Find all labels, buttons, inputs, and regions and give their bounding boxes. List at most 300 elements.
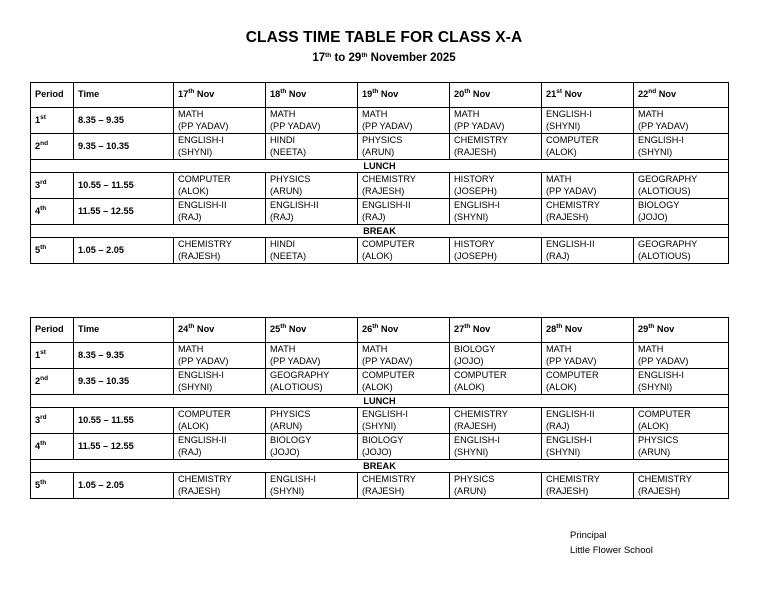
period-cell (31, 199, 74, 225)
time-cell: 10.55 – 11.55 (74, 173, 174, 199)
subject-name: MATH (270, 109, 296, 119)
table-row (31, 408, 729, 434)
teacher-name: (RAJ) (178, 211, 202, 222)
subject-cell (174, 408, 266, 434)
subject-cell (542, 108, 634, 134)
column-header-day (450, 318, 542, 343)
subject-cell (450, 199, 542, 225)
timetable-week-1 (30, 82, 729, 264)
period-cell (31, 238, 74, 264)
teacher-name: (PP YADAV) (546, 185, 597, 196)
subject-name: MATH (546, 174, 572, 184)
header-row (31, 318, 729, 343)
column-header-day (174, 83, 266, 108)
subject-cell (174, 238, 266, 264)
column-header-day (266, 318, 358, 343)
subject-cell (174, 134, 266, 160)
subject-name: ENGLISH-I (454, 435, 500, 445)
subject-cell (542, 343, 634, 369)
period-suffix: th (40, 204, 47, 212)
subject-cell (542, 134, 634, 160)
table-row (31, 343, 729, 369)
subject-cell (634, 199, 729, 225)
subject-name: PHYSICS (454, 474, 495, 484)
subject-cell (450, 238, 542, 264)
timetable-week-2 (30, 317, 729, 499)
period-suffix: rd (40, 178, 47, 186)
teacher-name: (SHYNI) (454, 211, 489, 222)
teacher-name: (RAJ) (362, 211, 386, 222)
day-number: 21 (546, 89, 557, 100)
teacher-name: (PP YADAV) (270, 120, 321, 131)
day-suffix: th (372, 88, 379, 96)
day-month: Nov (194, 324, 215, 335)
teacher-name: (RAJ) (546, 420, 570, 431)
day-month: Nov (286, 89, 307, 100)
separator-label: LUNCH (31, 395, 729, 408)
column-header-period: Period (31, 318, 74, 343)
subject-cell (358, 343, 450, 369)
subject-cell (634, 369, 729, 395)
subject-name: CHEMISTRY (362, 174, 416, 184)
column-header-period: Period (31, 83, 74, 108)
subject-cell (266, 434, 358, 460)
teacher-name: (ARUN) (362, 146, 395, 157)
table-row (31, 238, 729, 264)
subject-cell (358, 369, 450, 395)
teacher-name: (JOJO) (270, 446, 300, 457)
teacher-name: (JOSEPH) (454, 250, 497, 261)
subject-cell (450, 473, 542, 499)
subject-cell (450, 369, 542, 395)
subject-name: COMPUTER (362, 239, 415, 249)
teacher-name: (JOSEPH) (454, 185, 497, 196)
teacher-name: (ALOK) (638, 420, 669, 431)
day-suffix: th (280, 323, 287, 331)
subject-cell (266, 199, 358, 225)
subject-name: HINDI (270, 135, 296, 145)
teacher-name: (SHYNI) (638, 146, 673, 157)
teacher-name: (JOJO) (454, 355, 484, 366)
subject-cell (542, 238, 634, 264)
subject-cell (174, 473, 266, 499)
subject-cell (542, 434, 634, 460)
subject-name: ENGLISH-II (270, 200, 319, 210)
period-cell (31, 473, 74, 499)
subject-cell (358, 173, 450, 199)
subject-name: BIOLOGY (638, 200, 680, 210)
subject-name: ENGLISH-II (362, 200, 411, 210)
day-number: 17 (178, 89, 189, 100)
subject-name: COMPUTER (546, 370, 599, 380)
teacher-name: (ALOTIOUS) (638, 250, 691, 261)
subject-name: ENGLISH-I (362, 409, 408, 419)
day-suffix: th (556, 323, 563, 331)
teacher-name: (ALOK) (546, 381, 577, 392)
day-number: 19 (362, 89, 373, 100)
day-month: Nov (378, 89, 399, 100)
column-header-day (358, 318, 450, 343)
subject-cell (266, 238, 358, 264)
subject-name: ENGLISH-II (178, 200, 227, 210)
column-header-time: Time (74, 83, 174, 108)
subject-name: PHYSICS (270, 409, 311, 419)
day-number: 25 (270, 324, 281, 335)
period-number: 3 (35, 414, 41, 425)
subject-cell (266, 108, 358, 134)
period-suffix: th (40, 478, 47, 486)
teacher-name: (ALOK) (362, 381, 393, 392)
day-month: Nov (562, 89, 582, 100)
teacher-name: (RAJESH) (546, 485, 589, 496)
separator-label: BREAK (31, 225, 729, 238)
subtitle-end-suffix: th (361, 52, 368, 59)
table-row (31, 434, 729, 460)
subject-name: ENGLISH-I (178, 135, 224, 145)
subject-name: CHEMISTRY (362, 474, 416, 484)
time-cell: 11.55 – 12.55 (74, 199, 174, 225)
separator-label: BREAK (31, 460, 729, 473)
period-suffix: nd (40, 374, 49, 382)
time-cell: 8.35 – 9.35 (74, 108, 174, 134)
subtitle-start-suffix: th (325, 52, 332, 59)
teacher-name: (RAJESH) (454, 420, 497, 431)
day-number: 27 (454, 324, 465, 335)
subject-cell (450, 343, 542, 369)
teacher-name: (RAJ) (270, 211, 294, 222)
subject-name: ENGLISH-I (178, 370, 224, 380)
period-suffix: th (40, 243, 47, 251)
teacher-name: (SHYNI) (546, 120, 581, 131)
subject-name: ENGLISH-I (454, 200, 500, 210)
subject-cell (450, 408, 542, 434)
column-header-day (174, 318, 266, 343)
subject-name: MATH (178, 109, 204, 119)
subject-cell (174, 434, 266, 460)
column-header-day (542, 83, 634, 108)
subject-cell (634, 173, 729, 199)
period-suffix: th (40, 439, 47, 447)
teacher-name: (RAJESH) (546, 211, 589, 222)
subject-name: BIOLOGY (270, 435, 312, 445)
day-month: Nov (470, 324, 491, 335)
subject-name: MATH (546, 344, 572, 354)
teacher-name: (PP YADAV) (178, 120, 229, 131)
teacher-name: (SHYNI) (270, 485, 305, 496)
day-month: Nov (654, 324, 675, 335)
period-number: 4 (35, 205, 41, 216)
teacher-name: (JOJO) (362, 446, 392, 457)
teacher-name: (PP YADAV) (638, 355, 689, 366)
subject-name: PHYSICS (362, 135, 403, 145)
table-row (31, 134, 729, 160)
column-header-day (634, 318, 729, 343)
table-row (31, 369, 729, 395)
subject-cell (634, 434, 729, 460)
subject-cell (266, 473, 358, 499)
period-number: 3 (35, 179, 41, 190)
subject-cell (634, 134, 729, 160)
teacher-name: (PP YADAV) (638, 120, 689, 131)
period-suffix: nd (40, 139, 49, 147)
teacher-name: (ALOTIOUS) (270, 381, 323, 392)
subject-cell (358, 408, 450, 434)
subject-name: ENGLISH-I (638, 135, 684, 145)
day-number: 22 (638, 89, 649, 100)
column-header-day (358, 83, 450, 108)
page-title: CLASS TIME TABLE FOR CLASS X-A (245, 29, 523, 46)
period-suffix: st (40, 348, 46, 356)
subject-name: GEOGRAPHY (270, 370, 330, 380)
subject-name: ENGLISH-I (638, 370, 684, 380)
subject-name: MATH (638, 109, 664, 119)
teacher-name: (ALOK) (362, 250, 393, 261)
subject-name: MATH (178, 344, 204, 354)
time-cell: 1.05 – 2.05 (74, 473, 174, 499)
period-number: 5 (35, 479, 41, 490)
subject-cell (542, 369, 634, 395)
subject-cell (266, 408, 358, 434)
separator-row (31, 395, 729, 408)
subject-name: ENGLISH-II (546, 409, 595, 419)
day-number: 20 (454, 89, 465, 100)
teacher-name: (ARUN) (454, 485, 487, 496)
subject-name: PHYSICS (638, 435, 679, 445)
day-suffix: th (188, 323, 195, 331)
teacher-name: (ALOK) (178, 420, 209, 431)
period-number: 1 (35, 114, 41, 125)
teacher-name: (RAJESH) (178, 250, 221, 261)
subject-name: MATH (454, 109, 480, 119)
day-month: Nov (562, 324, 583, 335)
teacher-name: (ALOK) (546, 146, 577, 157)
period-cell (31, 108, 74, 134)
subject-name: GEOGRAPHY (638, 239, 698, 249)
teacher-name: (ARUN) (270, 420, 303, 431)
subject-name: ENGLISH-II (546, 239, 595, 249)
subject-name: HINDI (270, 239, 296, 249)
subject-name: MATH (362, 109, 388, 119)
day-number: 28 (546, 324, 557, 335)
teacher-name: (ALOK) (178, 185, 209, 196)
subject-cell (634, 238, 729, 264)
period-number: 2 (35, 375, 41, 386)
teacher-name: (SHYNI) (546, 446, 581, 457)
column-header-day (542, 318, 634, 343)
separator-row (31, 460, 729, 473)
day-suffix: th (280, 88, 287, 96)
day-suffix: th (464, 88, 471, 96)
period-number: 1 (35, 349, 41, 360)
time-cell: 9.35 – 10.35 (74, 134, 174, 160)
teacher-name: (ARUN) (638, 446, 671, 457)
subject-name: ENGLISH-I (546, 109, 592, 119)
subject-cell (174, 369, 266, 395)
teacher-name: (ARUN) (270, 185, 303, 196)
subject-name: HISTORY (454, 239, 495, 249)
teacher-name: (PP YADAV) (178, 355, 229, 366)
separator-row (31, 225, 729, 238)
period-cell (31, 408, 74, 434)
table-row (31, 473, 729, 499)
subject-cell (450, 134, 542, 160)
day-month: Nov (656, 89, 677, 100)
day-month: Nov (378, 324, 399, 335)
teacher-name: (RAJ) (178, 446, 202, 457)
subject-cell (358, 134, 450, 160)
subject-name: CHEMISTRY (546, 200, 600, 210)
subject-cell (266, 343, 358, 369)
day-suffix: th (188, 88, 195, 96)
teacher-name: (SHYNI) (178, 146, 213, 157)
subject-name: CHEMISTRY (546, 474, 600, 484)
separator-row (31, 160, 729, 173)
teacher-name: (SHYNI) (178, 381, 213, 392)
subject-cell (542, 473, 634, 499)
subject-name: COMPUTER (178, 409, 231, 419)
subject-name: MATH (638, 344, 664, 354)
teacher-name: (RAJESH) (638, 485, 681, 496)
subject-cell (450, 108, 542, 134)
subject-cell (174, 173, 266, 199)
subject-cell (358, 108, 450, 134)
teacher-name: (SHYNI) (638, 381, 673, 392)
subject-cell (174, 199, 266, 225)
subject-name: BIOLOGY (362, 435, 404, 445)
separator-label: LUNCH (31, 160, 729, 173)
day-month: Nov (194, 89, 215, 100)
subtitle-start-day: 17 (312, 52, 326, 64)
teacher-name: (RAJESH) (362, 185, 405, 196)
teacher-name: (ALOK) (454, 381, 485, 392)
teacher-name: (NEETA) (270, 146, 307, 157)
day-suffix: nd (648, 88, 657, 96)
date-range-subtitle (0, 52, 768, 64)
subject-name: CHEMISTRY (178, 239, 232, 249)
subject-name: CHEMISTRY (454, 409, 508, 419)
day-suffix: st (556, 88, 563, 96)
day-suffix: th (464, 323, 471, 331)
subject-name: HISTORY (454, 174, 495, 184)
subject-cell (358, 473, 450, 499)
teacher-name: (RAJESH) (178, 485, 221, 496)
period-cell (31, 343, 74, 369)
subject-cell (266, 173, 358, 199)
subject-name: CHEMISTRY (454, 135, 508, 145)
period-suffix: rd (40, 413, 47, 421)
day-number: 24 (178, 324, 189, 335)
subject-cell (450, 173, 542, 199)
subject-cell (174, 343, 266, 369)
subject-cell (542, 173, 634, 199)
time-cell: 11.55 – 12.55 (74, 434, 174, 460)
teacher-name: (RAJ) (546, 250, 570, 261)
teacher-name: (NEETA) (270, 250, 307, 261)
column-header-day (450, 83, 542, 108)
subject-cell (358, 238, 450, 264)
subject-cell (266, 134, 358, 160)
day-suffix: th (648, 323, 655, 331)
teacher-name: (JOJO) (638, 211, 668, 222)
subject-name: COMPUTER (546, 135, 599, 145)
subject-name: ENGLISH-I (546, 435, 592, 445)
subject-name: MATH (270, 344, 296, 354)
day-month: Nov (286, 324, 307, 335)
subject-name: CHEMISTRY (178, 474, 232, 484)
teacher-name: (ALOTIOUS) (638, 185, 691, 196)
day-suffix: th (372, 323, 379, 331)
day-number: 29 (638, 324, 649, 335)
subject-name: GEOGRAPHY (638, 174, 698, 184)
period-cell (31, 173, 74, 199)
subject-name: ENGLISH-I (270, 474, 316, 484)
teacher-name: (SHYNI) (454, 446, 489, 457)
period-number: 4 (35, 440, 41, 451)
teacher-name: (SHYNI) (362, 420, 397, 431)
teacher-name: (PP YADAV) (546, 355, 597, 366)
subject-cell (634, 473, 729, 499)
subject-name: BIOLOGY (454, 344, 496, 354)
period-cell (31, 369, 74, 395)
subject-cell (542, 199, 634, 225)
time-cell: 1.05 – 2.05 (74, 238, 174, 264)
subject-name: PHYSICS (270, 174, 311, 184)
period-number: 2 (35, 140, 41, 151)
table-row (31, 173, 729, 199)
subject-cell (450, 434, 542, 460)
subject-name: ENGLISH-II (178, 435, 227, 445)
period-suffix: st (40, 113, 46, 121)
period-cell (31, 134, 74, 160)
subject-cell (634, 343, 729, 369)
subject-cell (266, 369, 358, 395)
column-header-day (634, 83, 729, 108)
table-row (31, 108, 729, 134)
subject-cell (634, 108, 729, 134)
teacher-name: (RAJESH) (454, 146, 497, 157)
day-number: 18 (270, 89, 281, 100)
teacher-name: (PP YADAV) (362, 355, 413, 366)
time-cell: 9.35 – 10.35 (74, 369, 174, 395)
signatory-title: Principal (570, 530, 607, 541)
table-row (31, 199, 729, 225)
subject-name: CHEMISTRY (638, 474, 692, 484)
time-cell: 8.35 – 9.35 (74, 343, 174, 369)
subject-name: MATH (362, 344, 388, 354)
school-name: Little Flower School (570, 545, 653, 556)
teacher-name: (PP YADAV) (454, 120, 505, 131)
subtitle-middle: to 29 (331, 52, 362, 64)
subject-cell (542, 408, 634, 434)
subject-name: COMPUTER (454, 370, 507, 380)
period-cell (31, 434, 74, 460)
header-row (31, 83, 729, 108)
subject-name: COMPUTER (362, 370, 415, 380)
subject-cell (174, 108, 266, 134)
column-header-time: Time (74, 318, 174, 343)
subject-cell (358, 434, 450, 460)
teacher-name: (RAJESH) (362, 485, 405, 496)
subtitle-rest: November 2025 (367, 52, 456, 64)
day-month: Nov (470, 89, 491, 100)
column-header-day (266, 83, 358, 108)
period-number: 5 (35, 244, 41, 255)
subject-cell (358, 199, 450, 225)
subject-name: COMPUTER (178, 174, 231, 184)
subject-name: COMPUTER (638, 409, 691, 419)
time-cell: 10.55 – 11.55 (74, 408, 174, 434)
day-number: 26 (362, 324, 373, 335)
